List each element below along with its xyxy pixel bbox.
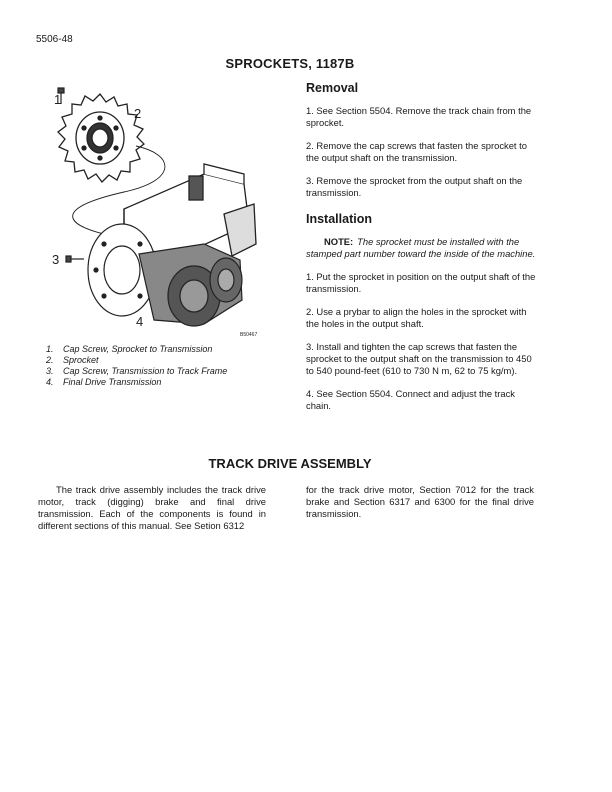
page-title: SPROCKETS, 1187B	[225, 56, 355, 71]
installation-note	[306, 236, 540, 260]
legend-item	[46, 344, 286, 355]
legend-item	[46, 377, 286, 388]
callout-1: 1	[54, 92, 62, 107]
legend-text: Cap Screw, Sprocket to Transmission	[63, 344, 213, 354]
removal-step: 2. Remove the cap screws that fasten the sprocket to the output shaft on the transmission.	[306, 140, 527, 163]
track-drive-paragraph-left: The track drive assembly includes the track drive motor, track (digging) brake and final drive transmission. Each of the components is found in different sections of this manual. See Setion 6312	[38, 484, 266, 531]
legend-text: Sprocket	[63, 355, 99, 365]
legend-text: Cap Screw, Transmission to Track Frame	[63, 366, 228, 376]
track-drive-paragraph-right: for the track drive motor, Section 7012 for the track brake and Section 6317 and 6300 for the final drive transmission.	[306, 484, 534, 519]
callout-2: 2	[134, 106, 142, 121]
legend-number: 2.	[46, 355, 54, 365]
removal-step: 1. See Section 5504. Remove the track chain from the sprocket.	[306, 105, 532, 128]
legend-text: Final Drive Transmission	[63, 377, 162, 387]
installation-step: 3. Install and tighten the cap screws that fasten the sprocket to the output shaft on the transmission to 450 to 540 pound-feet (610 to 730 N m, 62 to 75 kg/m).	[306, 341, 532, 376]
legend-number: 3.	[46, 366, 54, 376]
installation-step: 2. Use a prybar to align the holes in the sprocket with the holes in the output shaft.	[306, 306, 527, 329]
procedure-column	[306, 82, 540, 423]
legend-number: 1.	[46, 344, 54, 354]
installation-step: 4. See Section 5504. Connect and adjust the track chain.	[306, 388, 515, 411]
installation-heading: Installation	[306, 212, 372, 226]
cap-screw-3-drawing	[66, 256, 84, 262]
exploded-view-drawing	[44, 84, 274, 340]
legend-item	[46, 355, 286, 366]
section-title: TRACK DRIVE ASSEMBLY	[208, 456, 372, 471]
page-number: 5506-48	[36, 34, 73, 45]
removal-heading: Removal	[306, 81, 359, 95]
sprocket-drawing	[58, 94, 144, 182]
removal-step: 3. Remove the sprocket from the output shaft on the transmission.	[306, 175, 523, 198]
sprocket-illustration	[44, 84, 274, 340]
legend-item	[46, 366, 286, 377]
legend-number: 4.	[46, 377, 54, 387]
figure-code: B50467	[240, 332, 258, 338]
note-text: The sprocket must be installed with the stamped part number toward the inside of the machine.	[306, 236, 536, 259]
note-label: NOTE:	[324, 236, 354, 247]
figure-legend	[46, 344, 286, 388]
callout-3: 3	[52, 252, 60, 267]
callout-4: 4	[136, 314, 144, 329]
installation-step: 1. Put the sprocket in position on the output shaft of the transmission.	[306, 271, 536, 294]
